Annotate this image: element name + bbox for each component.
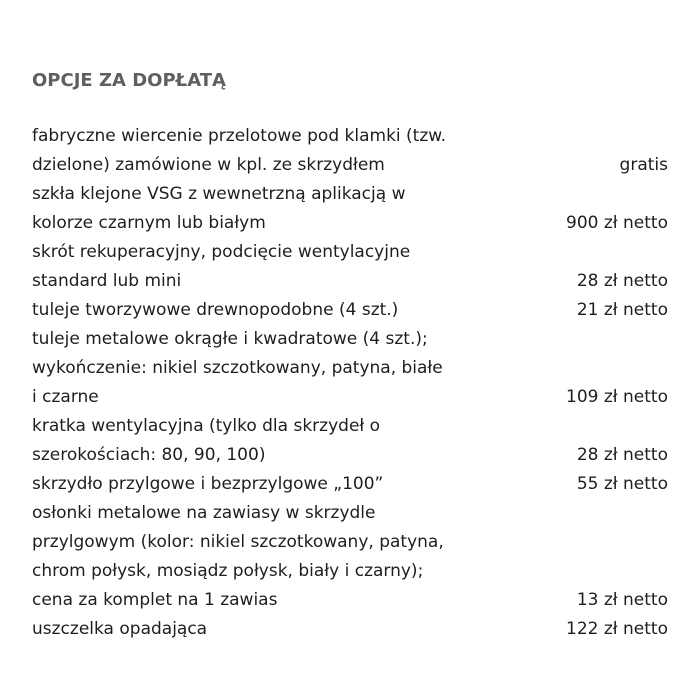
option-price: 900 zł netto [566, 213, 668, 233]
option-description: osłonki metalowe na zawiasy w skrzydle przylgowym (kolor: nikiel szczotkowany, patyna, chrom połysk, mosiądz połysk, biały i czarny); cena za komplet na 1 zawias [32, 503, 444, 610]
option-description: skrzydło przylgowe i bezprzylgowe „100” [32, 474, 384, 494]
option-description: tuleje metalowe okrągłe i kwadratowe (4 szt.); wykończenie: nikiel szczotkowany, patyna, białe i czarne [32, 329, 443, 407]
option-row [32, 296, 668, 325]
option-row [32, 615, 668, 644]
option-price: 28 zł netto [576, 271, 668, 291]
option-description: kratka wentylacyjna (tylko dla skrzydeł o szerokościach: 80, 90, 100) [32, 416, 381, 465]
option-price: 109 zł netto [566, 387, 668, 407]
option-price: 13 zł netto [576, 590, 668, 610]
option-description: szkła klejone VSG z wewnetrzną aplikacją w kolorze czarnym lub białym [32, 184, 406, 233]
option-price: gratis [619, 155, 668, 175]
option-description: fabryczne wiercenie przelotowe pod klamki (tzw. dzielone) zamówione w kpl. ze skrzydłem [32, 126, 447, 175]
option-price: 55 zł netto [576, 474, 668, 494]
option-row [32, 122, 668, 180]
option-price: 21 zł netto [576, 300, 668, 320]
option-row [32, 180, 668, 238]
option-row [32, 499, 668, 615]
option-price: 28 zł netto [576, 445, 668, 465]
options-list [32, 122, 668, 644]
option-row [32, 325, 668, 412]
option-description: uszczelka opadająca [32, 619, 208, 639]
section-title: OPCJE ZA DOPŁATĄ [32, 70, 226, 91]
option-row [32, 470, 668, 499]
option-description: skrót rekuperacyjny, podcięcie wentylacyjne standard lub mini [32, 242, 411, 291]
option-row [32, 412, 668, 470]
option-row [32, 238, 668, 296]
option-price: 122 zł netto [566, 619, 668, 639]
option-description: tuleje tworzywowe drewnopodobne (4 szt.) [32, 300, 399, 320]
